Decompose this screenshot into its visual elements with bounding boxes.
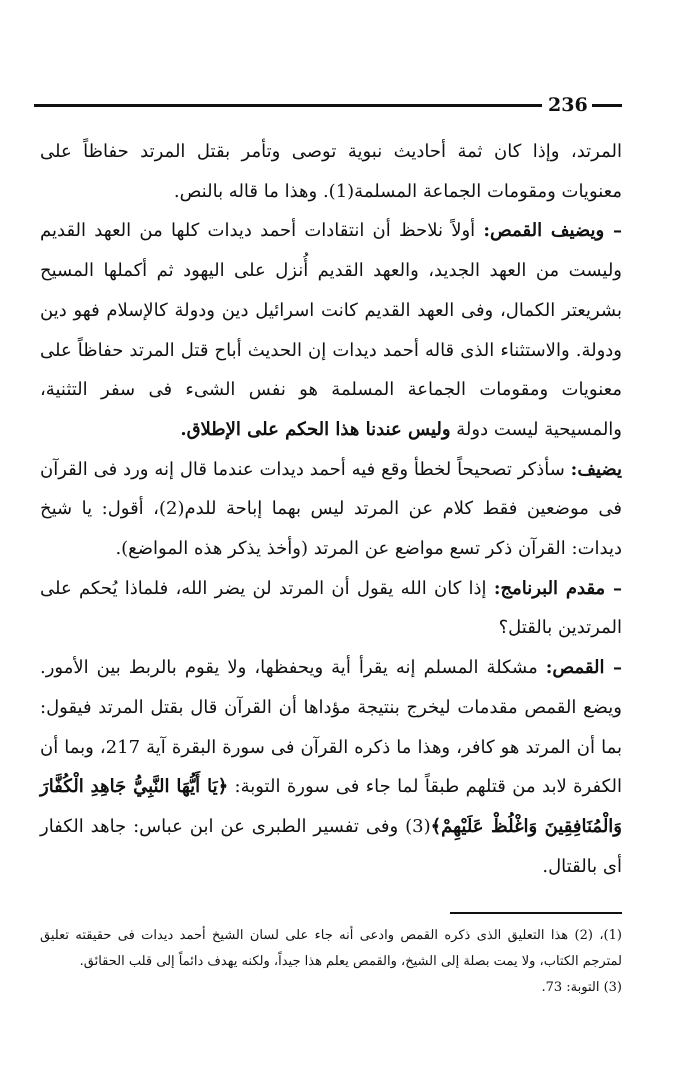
header-rule-long (34, 104, 542, 107)
header-rule-short (592, 104, 622, 107)
quran-verse: ﴿يَا أَيُّهَا النَّبِيُّ جَاهِدِ الْكُفَّارَ وَالْمُنَافِقِينَ وَاغْلُظْ عَلَيْهِمْ﴾ (40, 776, 622, 837)
paragraph-2-text: أولاً نلاحظ أن انتقادات أحمد ديدات كلها من العهد القديم وليست من العهد الجديد، والعهد القديم أُنزل على اليهود ثم أكملها المسيح بشريعتر الكمال، وفى العهد القديم كانت اسرائيل دين ودولة كالإسلام فهو دين ودولة. والاستثناء الذى قاله أحمد ديدات إن الحديث أباح قتل المرتد حفاظاً على معنويات ومقومات الجماعة المسلمة هو نفس الشىء فى سفر التثنية، والمسيحية ليست دولة (40, 220, 622, 440)
paragraph-5-end: (3) وفى تفسير الطبرى عن ابن عباس: جاهد الكفار أى بالقتال. (40, 815, 622, 877)
paragraph-3-text: سأذكر تصحيحاً لخطأ وقع فيه أحمد ديدات عندما قال إنه ورد فى القرآن فى موضعين فقط كلام عن المرتد ليس بهما إباحة للدم(2)، أقول: يا شيخ ديدات: القرآن ذكر تسع مواضع عن المرتد (وأخذ يذكر هذه المواضع). (40, 458, 622, 560)
paragraph-1 (40, 132, 622, 211)
paragraph-5 (40, 648, 622, 886)
speaker-label: – مقدم البرنامج: (493, 577, 623, 599)
page-number: 236 (548, 94, 588, 116)
paragraph-1-text: المرتد، وإذا كان ثمة أحاديث نبوية توصى وتأمر بقتل المرتد حفاظاً على معنويات ومقومات الجماعة المسلمة(1). وهذا ما قاله بالنص. (40, 141, 622, 202)
speaker-label: – القمص: (545, 657, 623, 679)
footnote-divider (450, 912, 622, 914)
page-header (34, 96, 622, 120)
speaker-label: يضيف: (570, 458, 622, 480)
body-text (40, 132, 622, 886)
footnotes (40, 923, 622, 1001)
paragraph-3 (40, 450, 622, 569)
paragraph-4-text: إذا كان الله يقول أن المرتد لن يضر الله، فلماذا يُحكم على المرتدين بالقتل؟ (40, 577, 622, 639)
footnote-3: (3) التوبة: 73. (541, 980, 622, 995)
speaker-label: – ويضيف القمص: (483, 220, 622, 242)
paragraph-2 (40, 211, 622, 449)
paragraph-4 (40, 569, 622, 648)
paragraph-5-text: مشكلة المسلم إنه يقرأ أية ويحفظها، ولا يقوم بالربط بين الأمور. ويضع القمص مقدمات ليخرج بنتيجة مؤداها أن القرآن قال بقتل المرتد فيقول: بما أن المرتد هو كافر، وهذا ما ذكره القرآن فى سورة البقرة آية 217، وبما أن الكفرة لابد من قتلهم طبقاً لما جاء فى سورة التوبة: (40, 657, 622, 798)
paragraph-2-bold-end: وليس عندنا هذا الحكم على الإطلاق. (180, 418, 451, 440)
footnote-1: (1)، (2) هذا التعليق الذى ذكره القمص وادعى أنه جاء على لسان الشيخ أحمد ديدات فى حقيقته تعليق لمترجم الكتاب، ولا يمت بصلة إلى الشيخ، والقمص يعلم هذا جيداً، ولكنه يهدف دائماً إلى قلب الحقائق. (40, 928, 622, 969)
